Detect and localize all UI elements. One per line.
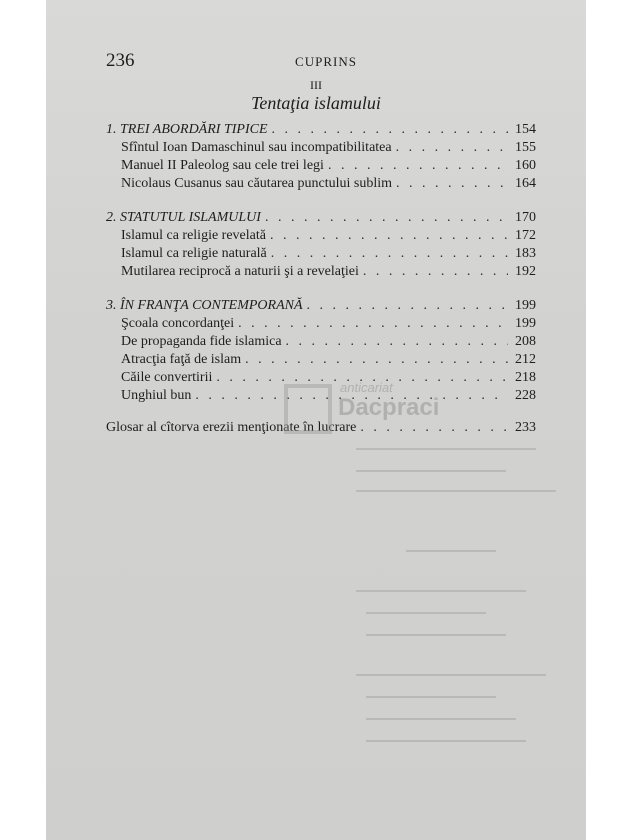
page-header xyxy=(106,50,546,74)
toc-entry-page: 154 xyxy=(515,122,536,137)
dot-leader xyxy=(307,298,508,314)
toc-entry-page: 155 xyxy=(515,140,536,155)
toc-section-entry xyxy=(106,316,536,334)
dot-leader xyxy=(238,316,508,332)
toc-entry-title: Unghiul bun xyxy=(121,388,192,403)
toc-entry-page: 170 xyxy=(515,210,536,225)
running-title: CUPRINS xyxy=(295,54,357,69)
toc-entry-page: 199 xyxy=(515,298,536,313)
dot-leader xyxy=(272,122,509,138)
toc-entry-page: 199 xyxy=(515,316,536,331)
toc-entry-title: Islamul ca religie naturală xyxy=(121,246,267,261)
toc-entry-title: 1. TREI ABORDĂRI TIPICE xyxy=(106,122,268,137)
toc-entry-page: 212 xyxy=(515,352,536,367)
dot-leader xyxy=(270,228,508,244)
toc-entry-page: 192 xyxy=(515,264,536,279)
toc-section-entry xyxy=(106,158,536,176)
toc-entry-page: 183 xyxy=(515,246,536,261)
toc-section-entry xyxy=(106,334,536,352)
watermark xyxy=(284,378,460,444)
dot-leader xyxy=(396,176,508,192)
toc-entry-title: Manuel II Paleolog sau cele trei legi xyxy=(121,158,324,173)
toc-entry-page: 164 xyxy=(515,176,536,191)
toc-entry-page: 228 xyxy=(515,388,536,403)
dot-leader xyxy=(286,334,508,350)
toc-chapter-entry xyxy=(106,298,536,316)
part-numeral: III xyxy=(310,78,322,92)
toc-entry-title: Islamul ca religie revelată xyxy=(121,228,266,243)
toc-section-entry xyxy=(106,176,536,194)
toc-entry-title: 2. STATUTUL ISLAMULUI xyxy=(106,210,261,225)
toc-chapter-entry xyxy=(106,122,536,140)
toc-entry-page: 218 xyxy=(515,370,536,385)
toc-section-entry xyxy=(106,246,536,264)
toc-entry-title: De propaganda fide islamica xyxy=(121,334,282,349)
watermark-logo-icon xyxy=(284,384,332,434)
toc-entry-title: Nicolaus Cusanus sau căutarea punctului sublim xyxy=(121,176,392,191)
toc-entry-page: 172 xyxy=(515,228,536,243)
watermark-line2: Dacpraci xyxy=(338,394,440,421)
dot-leader xyxy=(245,352,508,368)
page-number: 236 xyxy=(106,50,135,71)
toc-entry-page: 208 xyxy=(515,334,536,349)
toc-entry-title: Şcoala concordanţei xyxy=(121,316,235,331)
toc-entry-title: Atracţia faţă de islam xyxy=(121,352,242,367)
toc-section-entry xyxy=(106,140,536,158)
toc-entry-page: 233 xyxy=(515,420,536,435)
toc-entry-title: Sfîntul Ioan Damaschinul sau incompatibilitatea xyxy=(121,140,392,155)
dot-leader xyxy=(328,158,508,174)
toc-entry-page: 160 xyxy=(515,158,536,173)
dot-leader xyxy=(396,140,508,156)
book-page xyxy=(46,0,586,840)
toc-section-entry xyxy=(106,352,536,370)
toc-section-entry xyxy=(106,228,536,246)
toc-section-entry xyxy=(106,264,536,282)
dot-leader xyxy=(363,264,508,280)
toc-entry-title: Glosar al cîtorva erezii menţionate în lucrare xyxy=(106,420,357,435)
toc-entry-title: 3. ÎN FRANŢA CONTEMPORANĂ xyxy=(106,298,303,313)
part-title: Tentaţia islamului xyxy=(251,93,381,113)
toc-chapter-entry xyxy=(106,210,536,228)
dot-leader xyxy=(265,210,508,226)
toc-entry-title: Căile convertirii xyxy=(121,370,213,385)
bleed-through-text xyxy=(346,440,596,760)
toc-entry-title: Mutilarea reciprocă a naturii şi a revelaţiei xyxy=(121,264,359,279)
dot-leader xyxy=(271,246,508,262)
watermark-line1: anticariat xyxy=(340,380,393,395)
